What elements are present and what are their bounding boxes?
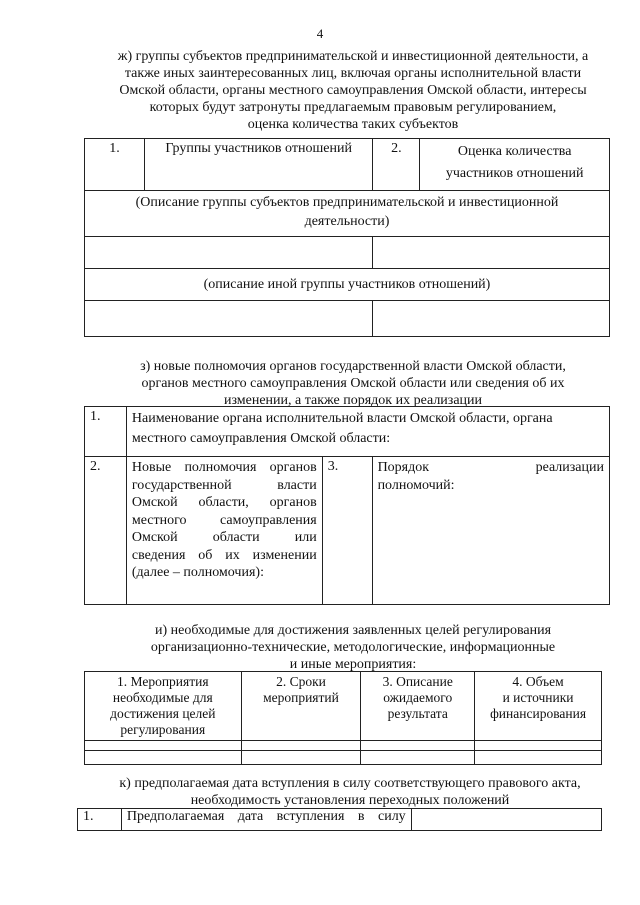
empty-cell	[85, 301, 373, 337]
authority-line: местного самоуправления Омской области:	[131, 431, 391, 446]
empty-cell	[241, 741, 361, 751]
order-line: полномочий:	[377, 477, 455, 493]
heading-line: з) новые полномочия органов государственной власти Омской области,	[140, 359, 566, 374]
cell-number: 2.	[373, 139, 420, 191]
new-powers	[126, 457, 322, 605]
label-line: Предполагаемая дата вступления в силу	[126, 809, 406, 824]
powers-line: сведения об их изменении	[131, 547, 317, 563]
section-zh-heading	[86, 48, 620, 133]
empty-cell	[241, 751, 361, 765]
section-z-heading	[86, 358, 620, 409]
section-k-heading	[80, 775, 620, 809]
heading-line: к) предполагаемая дата вступления в силу соответствующего правового акта,	[119, 776, 581, 791]
empty-cell	[361, 741, 475, 751]
effective-date-label	[121, 809, 411, 831]
empty-cell	[361, 751, 475, 765]
group-line: (Описание группы субъектов предпринимательской и инвестиционной	[135, 195, 559, 210]
participants-table	[84, 138, 610, 337]
heading-line: изменении, а также порядок их реализации	[223, 393, 483, 408]
heading-line: также иных заинтересованных лиц, включая органы исполнительной власти	[124, 66, 582, 81]
header-financing: 4. Объем и источники финансирования	[475, 672, 602, 741]
heading-line: необходимость установления переходных положений	[190, 793, 510, 808]
header-estimate	[420, 139, 610, 191]
empty-cell	[475, 751, 602, 765]
powers-line: государственной власти	[131, 477, 317, 493]
header-line: Оценка количества	[457, 144, 572, 159]
effective-date-table	[77, 808, 602, 831]
authority-line: Наименование органа исполнительной власти Омской области, органа	[131, 411, 553, 426]
cell-number: 1.	[85, 139, 145, 191]
authority-name	[126, 407, 609, 457]
page-number: 4	[316, 26, 324, 41]
heading-line: организационно-технические, методологические, информационные	[150, 640, 556, 655]
powers-line: Омской области, органов	[131, 495, 317, 510]
measures-table	[84, 671, 602, 765]
cell-number: 3.	[322, 457, 372, 605]
powers-line: (далее – полномочия):	[131, 565, 264, 580]
heading-line: и) необходимые для достижения заявленных целей регулирования	[154, 623, 552, 638]
empty-cell	[475, 741, 602, 751]
implementation-order	[372, 457, 609, 605]
cell-number: 1.	[85, 407, 127, 457]
header-measures: 1. Мероприятия необходимые для достижения целей регулирования	[85, 672, 242, 741]
empty-cell	[373, 301, 610, 337]
header-expected-result: 3. Описание ожидаемого результата	[361, 672, 475, 741]
cell-number: 2.	[85, 457, 127, 605]
other-group-description: (описание иной группы участников отношений)	[85, 269, 610, 301]
powers-line: Новые полномочия органов	[131, 460, 317, 475]
empty-cell	[373, 237, 610, 269]
empty-cell	[85, 751, 242, 765]
group-description	[85, 191, 610, 237]
heading-line: которых будут затронуты предлагаемым правовым регулированием,	[149, 100, 557, 115]
order-line: Порядок реализации	[377, 460, 604, 475]
empty-cell	[85, 741, 242, 751]
group-line: деятельности)	[304, 214, 390, 229]
heading-line: оценка количества таких субъектов	[247, 117, 459, 132]
header-groups: Группы участников отношений	[144, 139, 373, 191]
heading-line: ж) группы субъектов предпринимательской и инвестиционной деятельности, а	[117, 49, 589, 64]
powers-table	[84, 406, 610, 605]
header-deadlines: 2. Сроки мероприятий	[241, 672, 361, 741]
heading-line: органов местного самоуправления Омской области или сведения об их	[141, 376, 565, 391]
heading-line: Омской области, органы местного самоуправления Омской области, интересы	[119, 83, 587, 98]
cell-number: 1.	[78, 809, 122, 831]
section-i-heading	[86, 622, 620, 673]
powers-line: местного самоуправления	[131, 512, 317, 528]
heading-line: и иные мероприятия:	[289, 657, 417, 672]
powers-line: Омской области или	[131, 530, 317, 545]
empty-cell	[411, 809, 601, 831]
empty-cell	[85, 237, 373, 269]
header-line: участников отношений	[445, 166, 584, 181]
